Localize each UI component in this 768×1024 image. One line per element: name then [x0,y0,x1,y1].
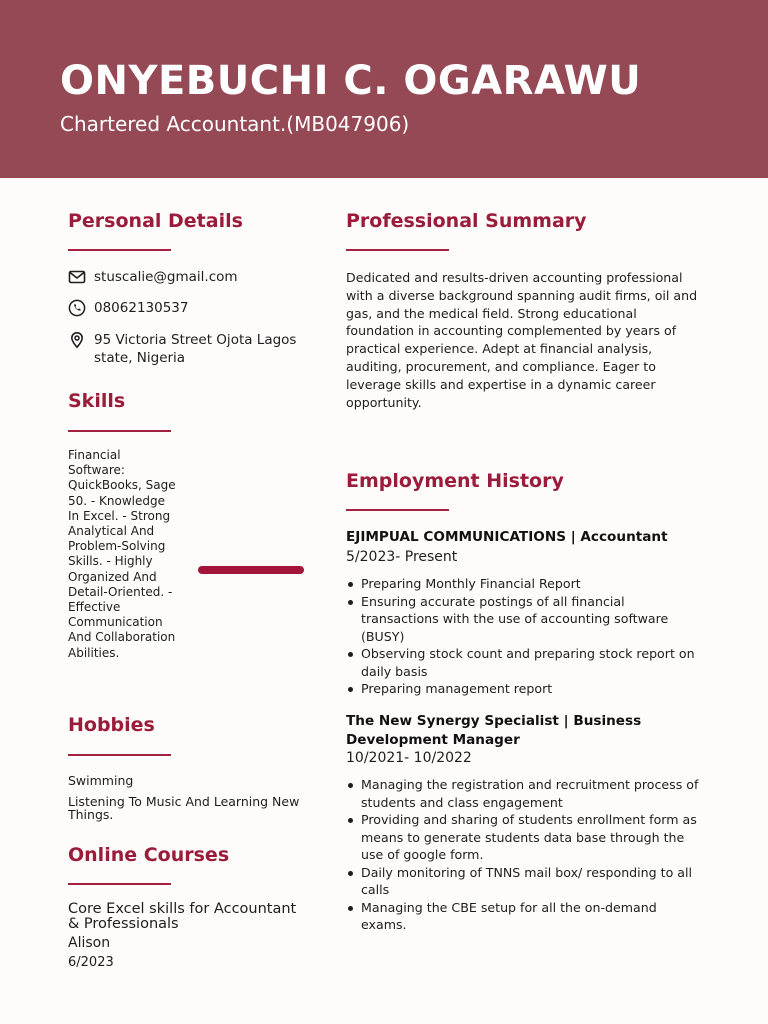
address-value: 95 Victoria Street Ojota Lagos state, Nigeria [94,332,297,366]
list-item: Managing the registration and recruitment process of students and class engagement [346,776,706,811]
email-row [68,268,238,286]
personal-details-rule [68,249,171,251]
candidate-name: ONYEBUCHI C. OGARAWU [60,58,642,104]
job-dates: 5/2023- Present [346,549,458,565]
hobbies-rule [68,754,171,756]
hobby-item: Listening To Music And Learning New Things. [68,794,300,822]
list-item: Daily monitoring of TNNS mail box/ responding to all calls [346,864,706,899]
list-item: Managing the CBE setup for all the on-demand exams. [346,899,706,934]
skills-heading: Skills [68,390,126,412]
phone-icon [68,299,86,317]
job-title: EJIMPUAL COMMUNICATIONS | Accountant [346,529,668,545]
course-provider: Alison [68,935,111,951]
skills-text: Financial Software: QuickBooks, Sage 50. - Knowledge In Excel. - Strong Analytical And Problem-Solving Skills. - Highly Organized And Detail-Oriented. - Effective Communication And Collaboration Abilities. [68,448,176,660]
course-title: Core Excel skills for Accountant & Professionals [68,901,297,932]
job-title: The New Synergy Specialist | Business Development Manager [346,713,642,748]
skill-level-bar [198,566,304,574]
online-courses-rule [68,883,171,885]
online-courses-heading: Online Courses [68,844,230,866]
skills-rule [68,430,171,432]
email-value[interactable]: stuscalie@gmail.com [94,269,238,285]
employment-history-heading: Employment History [346,470,564,492]
professional-summary-heading: Professional Summary [346,210,587,232]
phone-row [68,299,188,317]
list-item: Ensuring accurate postings of all financial transactions with the use of accounting software (BUSY) [346,593,706,646]
employment-history-rule [346,509,449,511]
professional-summary-rule [346,249,449,251]
job-dates: 10/2021- 10/2022 [346,750,472,766]
list-item: Providing and sharing of students enrollment form as means to generate students data base through the use of google form. [346,811,706,864]
list-item: Preparing Monthly Financial Report [346,575,706,593]
personal-details-heading: Personal Details [68,210,243,232]
phone-value[interactable]: 08062130537 [94,300,189,316]
job-duties-list [346,776,706,934]
address-row [68,331,308,367]
job-duties-list [346,575,706,698]
list-item: Preparing management report [346,680,706,698]
professional-summary-text: Dedicated and results-driven accounting professional with a diverse background spanning audit firms, oil and gas, and the medical field. Strong educational foundation in accounting complemented by years of practical experience. Adept at financial analysis, auditing, procurement, and compliance. Eager to leverage skills and expertise in a dynamic career opportunity. [346,270,698,410]
envelope-icon [68,268,86,286]
candidate-subtitle: Chartered Accountant.(MB047906) [60,112,410,136]
location-pin-icon [68,331,86,349]
list-item: Observing stock count and preparing stock report on daily basis [346,645,706,680]
hobby-item: Swimming [68,773,134,788]
hobbies-heading: Hobbies [68,714,155,736]
header-banner [0,0,768,178]
course-date: 6/2023 [68,955,114,970]
